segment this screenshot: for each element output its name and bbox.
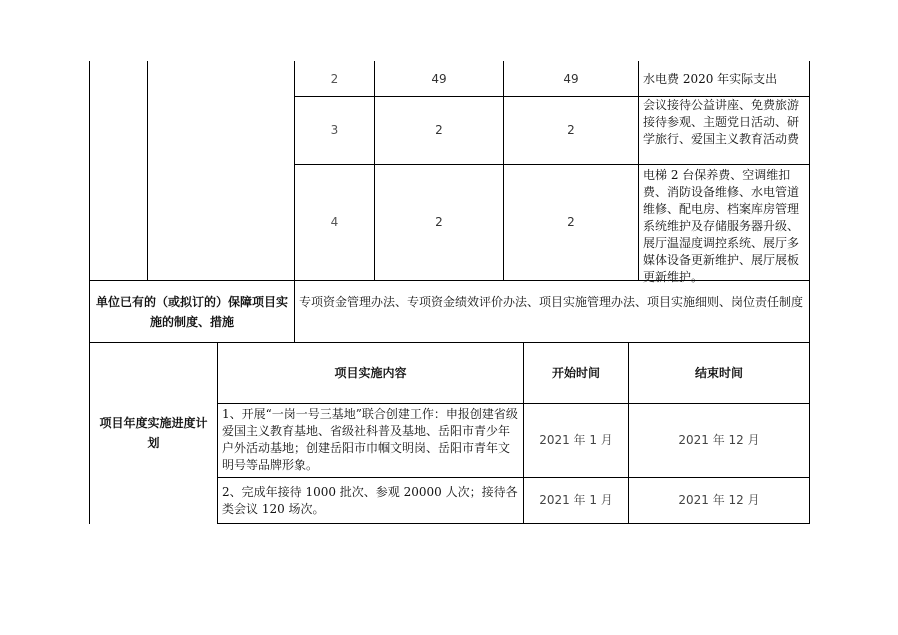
border-schedule-row2 <box>217 523 809 524</box>
schedule-row-end: 2021 年 12 月 <box>678 433 760 447</box>
budget-row-description: 水电费 2020 年实际支出 <box>643 72 778 86</box>
budget-row-description: 会议接待公益讲座、免费旅游接待参观、主题党日活动、研学旅行、爱国主义教育活动费 <box>643 98 800 146</box>
schedule-label: 项目年度实施进度计划 <box>99 416 208 450</box>
budget-row-description: 电梯 2 台保养费、空调维扣费、消防设备维修、水电管道维修、配电房、档案库房管理系统维护及存储服务器升级、展厅温湿度调控系统、展厅多媒体设备更新维护、展厅展板更新维护。 <box>643 168 800 284</box>
budget-row-amount-b: 2 <box>567 215 575 229</box>
border-right <box>809 61 810 524</box>
schedule-header-end: 结束时间 <box>694 365 743 380</box>
schedule-row-content: 1、开展“一岗一号三基地”联合创建工作：申报创建省级爱国主义教育基地、省级社科普及基地、岳阳市青少年户外活动基地；创建岳阳市巾帼文明岗、岳阳市青年文明号等品牌形象。 <box>222 407 518 472</box>
guarantee-content: 专项资金管理办法、专项资金绩效评价办法、项目实施管理办法、项目实施细则、岗位责任制度 <box>299 295 804 309</box>
schedule-row-content: 2、完成年接待 1000 批次、参观 20000 人次；接待各类会议 120 场次。 <box>222 485 518 516</box>
schedule-row-start: 2021 年 1 月 <box>539 433 613 447</box>
border-guarantee-mid <box>294 280 295 342</box>
schedule-row-end: 2021 年 12 月 <box>678 493 760 507</box>
budget-row-amount-b: 2 <box>567 123 575 137</box>
budget-row-amount-a: 2 <box>435 215 443 229</box>
schedule-header-start: 开始时间 <box>551 365 600 380</box>
guarantee-label: 单位已有的（或拟订的）保障项目实施的制度、措施 <box>96 294 289 329</box>
budget-row-amount-b: 49 <box>563 71 579 86</box>
schedule-row-start: 2021 年 1 月 <box>539 493 613 507</box>
budget-row-amount-a: 49 <box>431 71 447 86</box>
budget-row-index: 3 <box>330 123 339 137</box>
budget-row-amount-a: 2 <box>435 123 443 137</box>
schedule-header-content: 项目实施内容 <box>334 365 407 380</box>
border-col-5 <box>638 61 639 280</box>
budget-row-index: 2 <box>330 71 339 86</box>
budget-row-index: 4 <box>330 215 339 229</box>
border-col-1 <box>147 61 148 280</box>
